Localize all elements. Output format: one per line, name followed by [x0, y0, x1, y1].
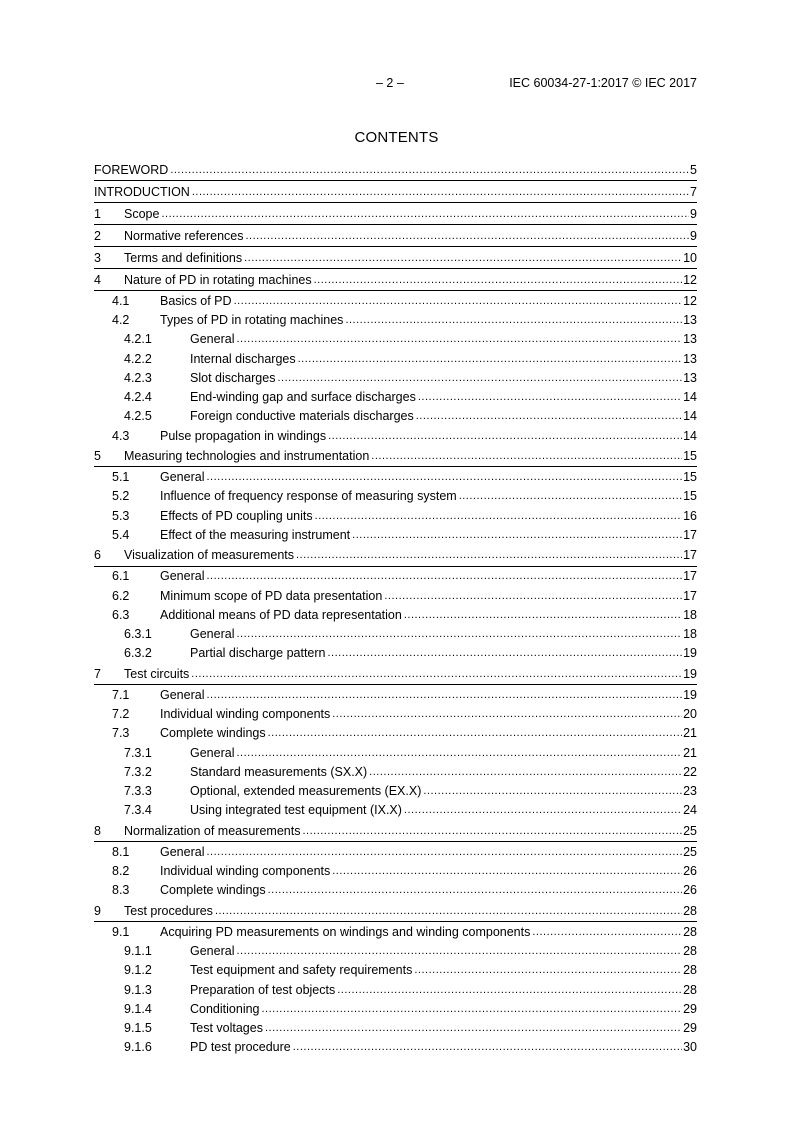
toc-entry[interactable] — [94, 881, 697, 900]
toc-entry-number: 5 — [94, 448, 101, 463]
toc-entry-number: 9.1.5 — [124, 1021, 152, 1036]
toc-entry-number: 7.3.1 — [124, 745, 152, 760]
toc-entry-page: 29 — [683, 1001, 697, 1016]
toc-entry-title: Partial discharge pattern — [190, 646, 326, 661]
toc-entry-title: Complete windings — [160, 726, 266, 741]
toc-entry[interactable] — [94, 922, 697, 941]
toc-entry[interactable] — [94, 525, 697, 544]
toc-entry-title: Normative references — [124, 228, 244, 243]
toc-entry-page: 12 — [683, 272, 697, 287]
dot-leader — [192, 186, 689, 198]
toc-entry-title: Internal discharges — [190, 351, 296, 366]
toc-entry-page: 13 — [683, 351, 697, 366]
toc-entry-title: Conditioning — [190, 1001, 260, 1016]
toc-entry[interactable] — [94, 820, 697, 842]
toc-entry-title: Influence of frequency response of measuring system — [160, 489, 457, 504]
toc-entry[interactable] — [94, 159, 697, 181]
dot-leader — [337, 984, 682, 996]
toc-entry-page: 17 — [683, 527, 697, 542]
toc-entry[interactable] — [94, 545, 697, 567]
toc-entry-title: Test voltages — [190, 1021, 263, 1036]
toc-entry-page: 20 — [683, 706, 697, 721]
toc-entry[interactable] — [94, 801, 697, 820]
toc-entry[interactable] — [94, 387, 697, 406]
toc-entry-number: 3 — [94, 250, 101, 265]
toc-entry[interactable] — [94, 842, 697, 861]
toc-entry-number: 7.1 — [112, 687, 130, 702]
toc-entry-page: 17 — [683, 548, 697, 563]
toc-entry[interactable] — [94, 743, 697, 762]
toc-entry-number: 5.1 — [112, 470, 130, 485]
toc-entry-title: Preparation of test objects — [190, 982, 336, 997]
dot-leader — [170, 164, 689, 176]
dot-leader — [191, 668, 682, 680]
toc-entry-title: Test circuits — [124, 666, 190, 681]
toc-entry[interactable] — [94, 247, 697, 269]
toc-entry-title: Standard measurements (SX.X) — [190, 764, 368, 779]
dot-leader — [236, 333, 682, 345]
toc-entry-page: 29 — [683, 1021, 697, 1036]
toc-entry-page: 19 — [683, 666, 697, 681]
dot-leader — [314, 274, 683, 286]
toc-entry-page: 24 — [683, 803, 697, 818]
dot-leader — [296, 549, 682, 561]
toc-entry-number: 4 — [94, 272, 101, 287]
toc-entry-title: General — [190, 745, 235, 760]
toc-entry-title: Minimum scope of PD data presentation — [160, 588, 383, 603]
toc-entry-page: 17 — [683, 569, 697, 584]
toc-entry[interactable] — [94, 487, 697, 506]
dot-leader — [236, 628, 682, 640]
toc-entry-page: 25 — [683, 844, 697, 859]
dot-leader — [206, 570, 682, 582]
toc-entry-title: Additional means of PD data representation — [160, 607, 402, 622]
dot-leader — [345, 314, 682, 326]
toc-entry[interactable] — [94, 567, 697, 586]
dot-leader — [328, 647, 683, 659]
toc-entry-number: 2 — [94, 228, 101, 243]
toc-entry-number: 9.1.2 — [124, 963, 152, 978]
dot-leader — [352, 529, 682, 541]
toc-entry-title: Scope — [124, 206, 160, 221]
toc-entry-number: 6.3 — [112, 607, 130, 622]
toc-entry-number: 4.1 — [112, 293, 130, 308]
toc-entry[interactable] — [94, 941, 697, 960]
toc-entry-number: 7.3.2 — [124, 764, 152, 779]
toc-entry-page: 13 — [683, 370, 697, 385]
toc-entry-title: Visualization of measurements — [124, 548, 294, 563]
toc-entry[interactable] — [94, 624, 697, 643]
toc-entry-title: FOREWORD — [94, 162, 169, 177]
toc-entry-title: Optional, extended measurements (EX.X) — [190, 784, 422, 799]
toc-entry-title: Individual winding components — [160, 706, 331, 721]
toc-entry[interactable] — [94, 407, 697, 426]
toc-entry[interactable] — [94, 368, 697, 387]
dot-leader — [206, 689, 682, 701]
toc-entry-number: 4.3 — [112, 428, 130, 443]
toc-entry-page: 18 — [683, 627, 697, 642]
dot-leader — [423, 785, 682, 797]
toc-entry-title: General — [160, 687, 205, 702]
toc-entry[interactable] — [94, 310, 697, 329]
toc-entry[interactable] — [94, 605, 697, 624]
dot-leader — [532, 926, 682, 938]
toc-entry[interactable] — [94, 900, 697, 922]
toc-entry-number: 8.3 — [112, 883, 130, 898]
toc-entry-number: 6.1 — [112, 569, 130, 584]
toc-entry-title: Foreign conductive materials discharges — [190, 409, 414, 424]
toc-entry-page: 14 — [683, 428, 697, 443]
toc-entry[interactable] — [94, 506, 697, 525]
toc-entry-page: 22 — [683, 764, 697, 779]
toc-entry[interactable] — [94, 349, 697, 368]
toc-entry-number: 6.3.1 — [124, 627, 152, 642]
dot-leader — [414, 964, 682, 976]
toc-entry[interactable] — [94, 1038, 697, 1057]
toc-entry-page: 28 — [683, 903, 697, 918]
toc-entry-title: Types of PD in rotating machines — [160, 312, 344, 327]
toc-entry-number: 9 — [94, 903, 101, 918]
toc-entry[interactable] — [94, 291, 697, 310]
dot-leader — [268, 727, 682, 739]
toc-entry-number: 5.4 — [112, 527, 130, 542]
toc-entry-title: Individual winding components — [160, 864, 331, 879]
toc-entry-page: 9 — [690, 206, 697, 221]
dot-leader — [384, 590, 682, 602]
toc-entry[interactable] — [94, 330, 697, 349]
toc-entry[interactable] — [94, 663, 697, 685]
dot-leader — [265, 1022, 682, 1034]
toc-entry-page: 14 — [683, 409, 697, 424]
toc-entry-title: General — [190, 943, 235, 958]
toc-entry-number: 9.1.6 — [124, 1040, 152, 1055]
toc-entry-number: 6 — [94, 548, 101, 563]
toc-entry-page: 23 — [683, 784, 697, 799]
toc-entry-title: Basics of PD — [160, 293, 232, 308]
toc-entry-number: 1 — [94, 206, 101, 221]
toc-entry-number: 7 — [94, 666, 101, 681]
toc-entry-page: 15 — [683, 448, 697, 463]
toc-entry-number: 9.1.1 — [124, 943, 152, 958]
toc-entry-number: 7.3.4 — [124, 803, 152, 818]
toc-entry-number: 8 — [94, 823, 101, 838]
toc-entry-number: 5.3 — [112, 508, 130, 523]
toc-entry[interactable] — [94, 203, 697, 225]
toc-entry-page: 28 — [683, 924, 697, 939]
toc-entry-page: 5 — [690, 162, 697, 177]
toc-entry-number: 4.2.3 — [124, 370, 152, 385]
toc-entry-page: 15 — [683, 489, 697, 504]
toc-entry[interactable] — [94, 980, 697, 999]
dot-leader — [418, 391, 682, 403]
toc-entry-page: 26 — [683, 864, 697, 879]
page-number: – 2 – — [376, 76, 404, 90]
toc-entry-title: Slot discharges — [190, 370, 276, 385]
toc-entry-title: Measuring technologies and instrumentation — [124, 448, 370, 463]
toc-entry[interactable] — [94, 782, 697, 801]
toc-entry[interactable] — [94, 225, 697, 247]
toc-entry-title: INTRODUCTION — [94, 184, 190, 199]
toc-entry-title: General — [190, 627, 235, 642]
toc-entry-page: 19 — [683, 687, 697, 702]
toc-entry-number: 9.1.4 — [124, 1001, 152, 1016]
toc-entry-page: 10 — [683, 250, 697, 265]
toc-entry-page: 21 — [683, 745, 697, 760]
dot-leader — [236, 747, 682, 759]
dot-leader — [244, 252, 682, 264]
toc-entry[interactable] — [94, 644, 697, 663]
dot-leader — [268, 884, 682, 896]
toc-entry-title: General — [160, 470, 205, 485]
toc-entry-page: 28 — [683, 943, 697, 958]
dot-leader — [459, 490, 682, 502]
toc-entry-number: 6.2 — [112, 588, 130, 603]
toc-entry[interactable] — [94, 426, 697, 445]
document-id: IEC 60034-27-1:2017 © IEC 2017 — [509, 76, 697, 90]
toc-entry-title: Using integrated test equipment (IX.X) — [190, 803, 402, 818]
toc-entry[interactable] — [94, 1019, 697, 1038]
dot-leader — [298, 353, 682, 365]
toc-entry-title: General — [160, 844, 205, 859]
toc-entry[interactable] — [94, 685, 697, 704]
toc-entry-title: Test procedures — [124, 903, 213, 918]
toc-entry-title: General — [160, 569, 205, 584]
toc-entry-number: 9.1 — [112, 924, 130, 939]
dot-leader — [206, 471, 682, 483]
dot-leader — [234, 295, 683, 307]
toc-entry-page: 9 — [690, 228, 697, 243]
toc-entry-page: 17 — [683, 588, 697, 603]
toc-entry[interactable] — [94, 861, 697, 880]
dot-leader — [262, 1003, 683, 1015]
toc-entry[interactable] — [94, 724, 697, 743]
dot-leader — [332, 865, 682, 877]
toc-entry-number: 9.1.3 — [124, 982, 152, 997]
toc-entry-title: Effect of the measuring instrument — [160, 527, 351, 542]
dot-leader — [161, 208, 689, 220]
contents-title: CONTENTS — [354, 129, 439, 146]
toc-entry-page: 7 — [690, 184, 697, 199]
toc-entry[interactable] — [94, 961, 697, 980]
dot-leader — [215, 905, 682, 917]
dot-leader — [246, 230, 690, 242]
toc-entry-number: 7.3.3 — [124, 784, 152, 799]
toc-entry-title: General — [190, 332, 235, 347]
toc-entry-title: Pulse propagation in windings — [160, 428, 327, 443]
dot-leader — [315, 510, 682, 522]
toc-entry-title: Nature of PD in rotating machines — [124, 272, 312, 287]
toc-entry-number: 4.2.2 — [124, 351, 152, 366]
toc-entry-number: 7.3 — [112, 726, 130, 741]
dot-leader — [416, 410, 682, 422]
toc-entry-number: 8.1 — [112, 844, 130, 859]
dot-leader — [206, 846, 682, 858]
toc-entry-page: 16 — [683, 508, 697, 523]
dot-leader — [328, 430, 682, 442]
toc-entry[interactable] — [94, 999, 697, 1018]
toc-entry-number: 7.2 — [112, 706, 130, 721]
toc-entry-page: 30 — [683, 1040, 697, 1055]
toc-entry[interactable] — [94, 586, 697, 605]
toc-entry[interactable] — [94, 467, 697, 486]
toc-entry-page: 13 — [683, 312, 697, 327]
toc-entry-title: Effects of PD coupling units — [160, 508, 313, 523]
dot-leader — [404, 609, 682, 621]
toc-entry-page: 15 — [683, 470, 697, 485]
dot-leader — [302, 825, 682, 837]
toc-entry[interactable] — [94, 269, 697, 291]
toc-entry-page: 26 — [683, 883, 697, 898]
toc-entry-title: Terms and definitions — [124, 250, 243, 265]
toc-entry-title: End-winding gap and surface discharges — [190, 390, 416, 405]
dot-leader — [293, 1041, 682, 1053]
toc-entry-page: 19 — [683, 646, 697, 661]
table-of-contents — [94, 159, 697, 1057]
toc-entry-number: 6.3.2 — [124, 646, 152, 661]
toc-entry-title: Complete windings — [160, 883, 266, 898]
toc-entry-page: 12 — [683, 293, 697, 308]
toc-entry[interactable] — [94, 762, 697, 781]
toc-entry-page: 28 — [683, 982, 697, 997]
toc-entry-title: Acquiring PD measurements on windings and winding components — [160, 924, 531, 939]
dot-leader — [371, 450, 682, 462]
dot-leader — [236, 945, 682, 957]
dot-leader — [369, 766, 682, 778]
dot-leader — [332, 708, 682, 720]
toc-entry-page: 18 — [683, 607, 697, 622]
toc-entry-page: 25 — [683, 823, 697, 838]
toc-entry[interactable] — [94, 181, 697, 203]
toc-entry-page: 14 — [683, 390, 697, 405]
toc-entry[interactable] — [94, 445, 697, 467]
toc-entry-number: 5.2 — [112, 489, 130, 504]
toc-entry[interactable] — [94, 704, 697, 723]
toc-entry-page: 13 — [683, 332, 697, 347]
toc-entry-page: 28 — [683, 963, 697, 978]
dot-leader — [277, 372, 682, 384]
toc-entry-number: 4.2 — [112, 312, 130, 327]
toc-entry-page: 21 — [683, 726, 697, 741]
toc-entry-number: 4.2.1 — [124, 332, 152, 347]
toc-entry-title: Normalization of measurements — [124, 823, 301, 838]
toc-entry-title: Test equipment and safety requirements — [190, 963, 413, 978]
toc-entry-number: 4.2.5 — [124, 409, 152, 424]
toc-entry-number: 8.2 — [112, 864, 130, 879]
dot-leader — [404, 804, 682, 816]
toc-entry-title: PD test procedure — [190, 1040, 291, 1055]
toc-entry-number: 4.2.4 — [124, 390, 152, 405]
